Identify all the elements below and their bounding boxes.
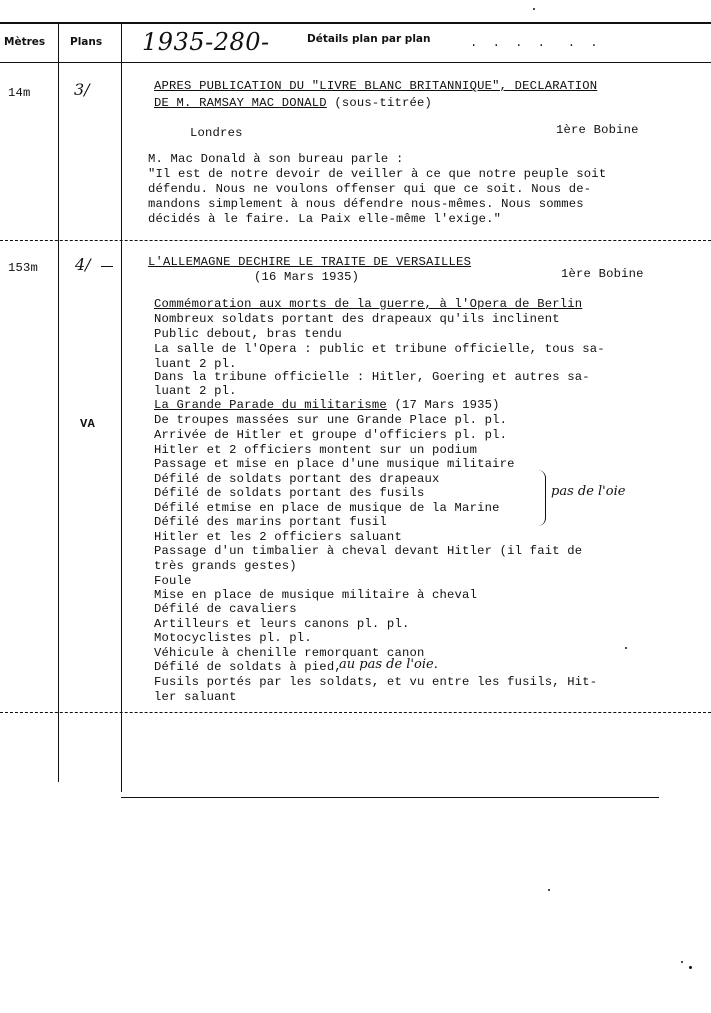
section-1-title-subtitle: (sous-titrée) [326, 96, 433, 110]
parade-line: Défilé des marins portant fusil [154, 515, 387, 529]
section-2-line: luant 2 pl. [154, 384, 237, 398]
scan-speck [689, 966, 692, 969]
top-border [0, 22, 711, 24]
handwritten-inline-note: au pas de l'oie. [339, 657, 438, 672]
section-separator [0, 240, 711, 241]
parade-line: ler saluant [154, 690, 237, 704]
section-1-title-line-1: APRES PUBLICATION DU "LIVRE BLANC BRITANNIQUE", DECLARATION [154, 79, 598, 93]
scan-speck [625, 647, 627, 649]
section-1-place: Londres [190, 126, 243, 140]
parade-title: La Grande Parade du militarisme [154, 398, 387, 412]
parade-line: Véhicule à chenille remorquant canon [154, 646, 425, 660]
plan-dash-mark [101, 266, 113, 267]
plans-column-header: Plans [70, 36, 103, 48]
handwritten-brace [538, 470, 546, 526]
parade-line: Défilé de cavaliers [154, 602, 297, 616]
header-bottom-rule [0, 62, 711, 63]
section-2-line: Nombreux soldats portant des drapeaux qu'ils inclinent [154, 312, 560, 326]
scan-speck [533, 8, 535, 10]
parade-line: De troupes massées sur une Grande Place pl. pl. [154, 413, 508, 427]
column-divider-2 [121, 22, 122, 792]
parade-line: Hitler et 2 officiers montent sur un podium [154, 443, 478, 457]
header-dots: . . . . . . [455, 36, 598, 50]
section-2-subtitle-commemoration: Commémoration aux morts de la guerre, à l'Opera de Berlin [154, 297, 583, 311]
scan-speck [681, 961, 683, 963]
section-2-line: Public debout, bras tendu [154, 327, 342, 341]
section-2-date: (16 Mars 1935) [254, 270, 360, 284]
handwritten-reference-number: 1935-280- [142, 28, 270, 56]
parade-line: Arrivée de Hitler et groupe d'officiers pl. pl. [154, 428, 508, 442]
section-2-plan: 4/ [75, 255, 91, 274]
section-1-text-line: mandons simplement à nous défendre nous-mêmes. Nous sommes [148, 197, 584, 211]
parade-line: Défilé de soldats portant des fusils [154, 486, 425, 500]
section-1-text-line: M. Mac Donald à son bureau parle : [148, 152, 404, 166]
parade-line: Défilé etmise en place de musique de la Marine [154, 501, 500, 515]
section-2-line: La salle de l'Opera : public et tribune officielle, tous sa- [154, 342, 605, 356]
section-2-line: luant 2 pl. [154, 357, 237, 371]
section-2-line: Dans la tribune officielle : Hitler, Goering et autres sa- [154, 370, 590, 384]
parade-line: Passage d'un timbalier à cheval devant Hitler (il fait de [154, 544, 583, 558]
section-1-title-line-2 [154, 96, 432, 110]
section-1-text-line: décidés à le faire. La Paix elle-même l'exige." [148, 212, 502, 226]
parade-date: (17 Mars 1935) [386, 398, 500, 412]
parade-line: Passage et mise en place d'une musique militaire [154, 457, 515, 471]
section-1-title-name: DE M. RAMSAY MAC DONALD [154, 96, 327, 110]
section-1-text-line: "Il est de notre devoir de veiller à ce que notre peuple soit [148, 167, 607, 181]
section-2-subtitle-parade [154, 398, 500, 412]
parade-line: Hitler et les 2 officiers saluant [154, 530, 402, 544]
parade-line: très grands gestes) [154, 559, 297, 573]
metres-column-header: Mètres [4, 36, 46, 48]
section-1-text-line: défendu. Nous ne voulons offenser qui que ce soit. Nous de- [148, 182, 592, 196]
parade-line: Motocyclistes pl. pl. [154, 631, 312, 645]
section-2-bobine: 1ère Bobine [561, 267, 644, 281]
section-2-title: L'ALLEMAGNE DECHIRE LE TRAITE DE VERSAILLES [148, 255, 472, 269]
bottom-rule [121, 797, 659, 798]
section-2-va-marker: VA [80, 417, 96, 431]
section-2-metres: 153m [8, 261, 39, 275]
details-column-header: Détails plan par plan [307, 33, 431, 45]
handwritten-margin-note: pas de l'oie [551, 484, 626, 499]
parade-line: Défilé de soldats portant des drapeaux [154, 472, 440, 486]
column-divider-1 [58, 22, 59, 782]
parade-line: Défilé de soldats à pied, [154, 660, 342, 674]
parade-line: Mise en place de musique militaire à cheval [154, 588, 478, 602]
section-1-bobine: 1ère Bobine [556, 123, 639, 137]
parade-line: Foule [154, 574, 192, 588]
section-end-separator [0, 712, 711, 713]
parade-line: Fusils portés par les soldats, et vu entre les fusils, Hit- [154, 675, 598, 689]
section-1-metres: 14m [8, 86, 31, 100]
section-1-plan: 3/ [74, 80, 90, 99]
parade-line: Artilleurs et leurs canons pl. pl. [154, 617, 410, 631]
scan-speck [548, 889, 550, 891]
